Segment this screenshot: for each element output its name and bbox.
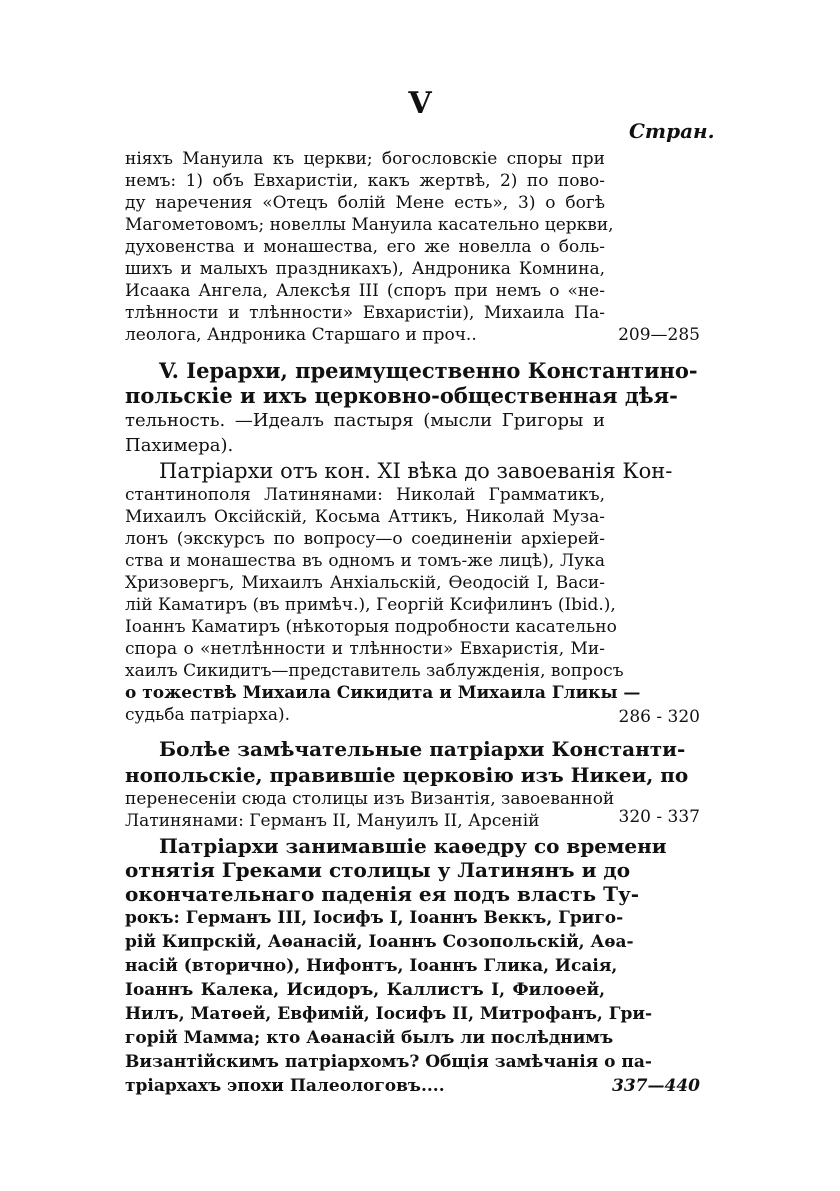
entry-line: тріархахъ эпохи Палеологовъ.... [125, 1076, 445, 1096]
entry-line: отнятія Греками столицы у Латинянъ и до [125, 858, 631, 882]
entry-line: стантинополя Латинянами: Николай Грамматикъ, [125, 485, 605, 505]
entry-line: насій (вторично), Нифонтъ, Іоаннъ Глика, Исаія, [125, 956, 618, 976]
entry-line: Магометовомъ; новеллы Мануила касательно церкви, [125, 215, 614, 235]
entry-line: тельность. —Идеалъ пастыря (мысли Григоры и [125, 410, 605, 431]
entry-line: ніяхъ Мануила къ церкви; богословскіе споры при [125, 149, 605, 169]
entry-line: Іоаннъ Калека, Исидоръ, Каллистъ I, Филоѳей, [125, 980, 605, 1000]
page-number: V [408, 86, 432, 121]
toc-entry [125, 148, 614, 346]
entry-line: Патріархи занимавшіе каѳедру со времени [159, 834, 667, 858]
entry-line: Хризовергъ, Михаилъ Анхіальскій, Ѳеодосій I, Васи- [125, 573, 605, 593]
entry-line: Болѣе замѣчательные патріархи Константи- [159, 737, 686, 761]
entry-page-range: 209—285 [618, 325, 700, 345]
section-heading [125, 358, 698, 458]
entry-line: лонъ (экскурсъ по вопросу—о соединеніи архіерей- [125, 529, 605, 549]
entry-line: ду наречения «Отецъ болій Мене есть», 3) о богѣ [125, 193, 605, 213]
entry-line: шихъ и малыхъ праздникахъ), Андроника Комнина, [125, 259, 605, 279]
entry-line: немъ: 1) объ Евхаристіи, какъ жертвѣ, 2) по пово- [125, 171, 605, 191]
entry-line: рій Кипрскій, Аѳанасій, Іоаннъ Созопольскій, Аѳа- [125, 932, 634, 952]
entry-line: окончательнаго паденія ея подъ власть Ту- [125, 882, 640, 906]
entry-line: V. Іерархи, преимущественно Константино- [159, 358, 698, 383]
entry-line: спора о «нетлѣнности и тлѣнности» Евхаристія, Ми- [125, 639, 605, 659]
entry-line: нопольскіе, правившіе церковію изъ Никеи, по [125, 763, 689, 787]
entry-line: тлѣнности и тлѣнности» Евхаристіи), Михаила Па- [125, 303, 605, 323]
entry-line: Византійскимъ патріархомъ? Общія замѣчанія о па- [125, 1052, 652, 1072]
entry-line: Нилъ, Матѳей, Евфимій, Іосифъ II, Митрофанъ, Гри- [125, 1004, 653, 1024]
entry-line: горій Мамма; кто Аѳанасій былъ ли послѣднимъ [125, 1028, 614, 1048]
entry-line: о тожествѣ Михаила Сикидита и Михаила Гликы — [125, 683, 641, 703]
entry-line: Іоаннъ Каматиръ (нѣкоторыя подробности касательно [125, 617, 617, 637]
entry-line: Михаилъ Оксійскій, Косьма Аттикъ, Николай Муза- [125, 507, 605, 527]
entry-line: лій Каматиръ (въ примѣч.), Георгій Ксифилинъ (Ibid.), [125, 595, 616, 615]
page-column-header: Стран. [629, 119, 715, 143]
entry-line: Патріархи отъ кон. XI вѣка до завоеванія Кон- [159, 459, 673, 483]
entry-line: перенесеніи сюда столицы изъ Византія, завоеванной [125, 789, 615, 809]
entry-line: судьба патріарха). [125, 705, 290, 725]
entry-page-range: 320 - 337 [618, 807, 700, 827]
entry-line: польскіе и ихъ церковно-общественная дѣя- [125, 383, 678, 408]
entry-line: Латинянами: Германъ II, Мануилъ II, Арсеній [125, 811, 540, 831]
entry-line: хаилъ Сикидитъ—представитель заблужденія, вопросъ [125, 661, 624, 681]
entry-line: леолога, Андроника Старшаго и проч.. [125, 325, 477, 345]
entry-page-range: 337—440 [612, 1076, 700, 1096]
entry-page-range: 286 - 320 [618, 707, 700, 727]
entry-line: рокъ: Германъ III, Іосифъ I, Іоаннъ Веккъ, Григо- [125, 908, 624, 928]
entry-line: Исаака Ангела, Алексѣя III (споръ при немъ о «не- [125, 281, 605, 301]
entry-line: духовенства и монашества, его же новелла о боль- [125, 237, 605, 257]
entry-line: Пахимера). [125, 435, 234, 456]
entry-line: ства и монашества въ одномъ и томъ-же лицѣ), Лука [125, 551, 605, 571]
